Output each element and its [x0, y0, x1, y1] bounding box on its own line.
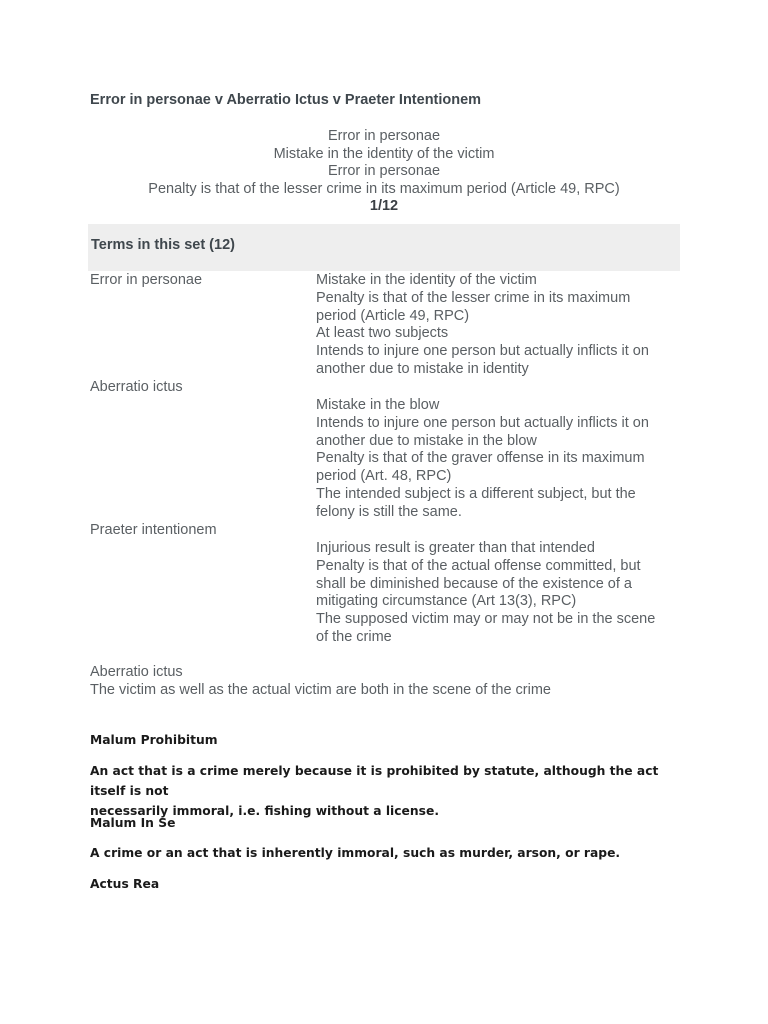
definition-line: Penalty is that of the graver offense in its maximum — [316, 450, 645, 467]
definition-line: The intended subject is a different subject, but the — [316, 485, 636, 502]
note-body-line: necessarily immoral, i.e. fishing without a license. — [90, 804, 439, 818]
definition-line: Injurious result is greater than that intended — [316, 540, 595, 556]
term-label: Aberratio ictus — [90, 379, 183, 395]
note-body — [90, 843, 690, 863]
term-label: Error in personae — [90, 272, 203, 288]
flashcard-line: Mistake in the identity of the victim — [273, 145, 495, 162]
definition-line: mitigating circumstance (Art 13(3), RPC) — [316, 593, 577, 610]
definition-line: shall be diminished because of the existence of a — [316, 575, 632, 592]
definition-line: The supposed victim may or may not be in the scene — [316, 611, 656, 628]
term-definition — [316, 272, 676, 379]
note-body-line: A crime or an act that is inherently immoral, such as murder, arson, or rape. — [90, 846, 621, 860]
flashcard-line: Error in personae — [327, 163, 441, 180]
term-definition: The victim as well as the actual victim are both in the scene of the crime — [90, 681, 551, 698]
note-heading: Malum In Se — [90, 816, 176, 830]
definition-line: of the crime — [316, 628, 392, 645]
definition-line: Mistake in the blow — [316, 397, 440, 413]
term-label: Praeter intentionem — [90, 522, 217, 538]
definition-line: Penalty is that of the lesser crime in its maximum — [316, 289, 631, 306]
definition-line: At least two subjects — [316, 325, 449, 342]
card-counter: 1/12 — [369, 198, 399, 215]
definition-line: period (Article 49, RPC) — [316, 307, 470, 324]
definition-line: Intends to injure one person but actually inflicts it on — [316, 343, 649, 360]
terms-header-bar — [88, 224, 680, 271]
definition-line: felony is still the same. — [316, 503, 462, 520]
term-definition — [316, 540, 676, 647]
flashcard-line: Error in personae — [327, 128, 441, 144]
definition-line: another due to mistake in the blow — [316, 432, 537, 449]
document-title: Error in personae v Aberratio Ictus v Praeter Intentionem — [90, 92, 482, 108]
flashcard[interactable] — [88, 128, 680, 216]
definition-line: Penalty is that of the actual offense committed, but — [316, 557, 641, 574]
terms-header: Terms in this set (12) — [91, 237, 235, 253]
flashcard-line: Penalty is that of the lesser crime in its maximum period (Article 49, RPC) — [148, 180, 620, 197]
definition-line: period (Art. 48, RPC) — [316, 468, 452, 485]
trailing-term — [90, 664, 551, 700]
definition-line: another due to mistake in identity — [316, 360, 529, 377]
term-label: Aberratio ictus — [90, 664, 183, 680]
note-body-line: An act that is a crime merely because it is prohibited by statute, although the act itself is not — [90, 764, 659, 798]
definition-line: Mistake in the identity of the victim — [316, 272, 537, 288]
note-body — [90, 761, 690, 821]
note-heading: Malum Prohibitum — [90, 733, 218, 747]
definition-line: Intends to injure one person but actually inflicts it on — [316, 414, 649, 431]
term-definition — [316, 397, 676, 522]
note-heading: Actus Rea — [90, 877, 160, 891]
